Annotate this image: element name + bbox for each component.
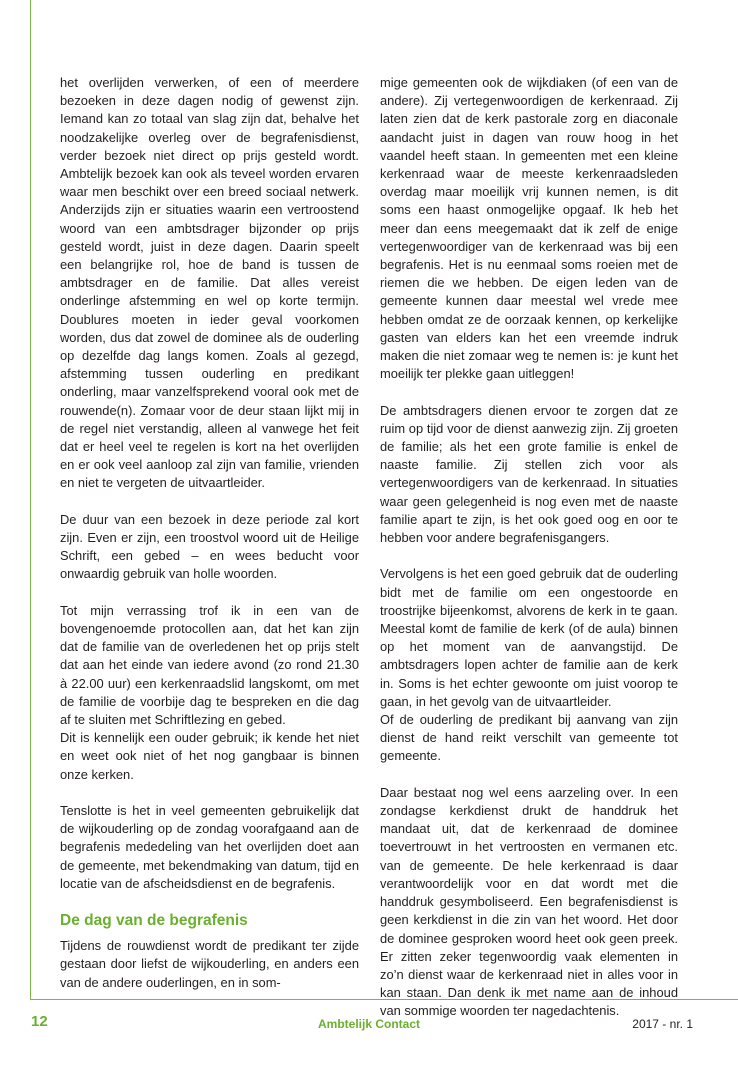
paragraph: De duur van een bezoek in deze periode zal kort zijn. Even er zijn, een troostvol woord uit de Heilige Schrift, een gebed – en wees beducht voor onwaardig gebruik van holle woorden. <box>60 511 359 582</box>
section-heading: De dag van de begrafenis <box>60 912 248 930</box>
vertical-rule <box>30 0 31 1000</box>
paragraph: De ambtsdragers dienen ervoor te zorgen dat ze ruim op tijd voor de dienst aanwezig zijn. Zij groeten de familie; als het een grote familie is enkel de naaste familie. Zij stellen zich voor als vertegenwoordigers van de kerkenraad. In situaties waar geen gelegenheid is nog even met de naaste familie apart te zijn, is het ook goed oog en oor te hebben voor andere begrafenisgangers. <box>380 402 678 546</box>
paragraph: Of de ouderling de predikant bij aanvang van zijn dienst de hand reikt verschilt van gemeente tot gemeente. <box>380 712 678 764</box>
magazine-title: Ambtelijk Contact <box>317 1017 420 1031</box>
paragraph: mige gemeenten ook de wijkdiaken (of een van de andere). Zij vertegenwoordigen de kerkenraad. Zij laten zien dat de kerk pastorale zorg en diaconale aandacht juist in dagen van rouw hoog in het vaandel heeft staan. In gemeenten met een kleine kerkenraad waar de meeste kerkenraadsleden overdag maar moeilijk vrij kunnen nemen, is dit soms een haast onmogelijke opgaaf. Ik heb het meer dan eens meegemaakt dat ik zelf de enige vertegenwoordiger van de kerkenraad was bij een begrafenis. Het is nu eenmaal soms roeien met de riemen die we hebben. De eigen leden van de gemeente kunnen daar meestal wel vrede mee hebben omdat ze de oorzaak kennen, op kerkelijke gasten van elders kan het een vreemde indruk maken die niet zomaar weg te nemen is: je kunt het moeilijk ter plekke gaan uitleggen! <box>380 75 678 382</box>
issue-label: 2017 - nr. 1 <box>632 1017 693 1031</box>
paragraph: Dit is kennelijk een ouder gebruik; ik kende het niet en weet ook niet of het nog gangbaar is binnen onze kerken. <box>60 730 359 782</box>
paragraph: Daar bestaat nog wel eens aarzeling over. In een zondagse kerkdienst drukt de handdruk het mandaat uit, dat de kerkenraad de dominee toevertrouwt in het vertroosten en vermanen etc. van de gemeente. De hele kerkenraad is daar verantwoordelijk voor en dat wordt met die handdruk gesymboliseerd. Een begrafenisdienst is geen kerkdienst in die zin van het woord. Het door de dominee gesproken woord heet ook geen preek. Er zitten zeker tegenwoordig vaak elementen in zo’n dienst waar de kerkenraad niet in alles voor in kan staan. Dan denk ik met name aan de inhoud van sommige woorden ter nagedachtenis. <box>380 784 678 1019</box>
paragraph: het overlijden verwerken, of een of meerdere bezoeken in deze dagen nodig of gewenst zijn. Iemand kan zo totaal van slag zijn dat, behalve het noodzakelijke overleg over de begrafenisdienst, verder bezoek niet direct op prijs gesteld wordt. Ambtelijk bezoek kan ook als teveel worden ervaren waar men beschikt over een breed sociaal netwerk. Anderzijds zijn er situaties waarin een vertroostend woord van een ambtsdrager bijzonder op prijs gesteld wordt, juist in deze dagen. Daarin speelt een belangrijke rol, hoe de band is tussen de ambtsdrager en de familie. Dat alles vereist onderlinge afstemming en wel op korte termijn. Doublures moeten in ieder geval voorkomen worden, dus dat zowel de dominee als de ouderling op dezelfde dag langs komen. Zoals al gezegd, afstemming tussen ouderling en predikant onderling, maar vanzelfsprekend vooral ook met de rouwende(n). Zomaar voor de deur staan lijkt mij in de regel niet verstandig, alleen al vanwege het feit dat er heel veel te regelen is kort na het overlijden en er ook veel aanloop zal zijn van familie, vrienden en niet te vergeten de uitvaartleider. <box>60 75 359 491</box>
page-number: 12 <box>31 1013 48 1030</box>
left-column <box>60 74 359 992</box>
right-column <box>380 74 678 1021</box>
paragraph: Tot mijn verrassing trof ik in een van de bovengenoemde protocollen aan, dat het kan zijn dat de familie van de overledenen het op prijs stelt dat aan het einde van iedere avond (zo rond 21.30 à 22.00 uur) een kerkenraadslid langskomt, om met de familie de voorbije dag te bespreken en die dag af te sluiten met Schriftlezing en gebed. <box>60 602 359 728</box>
paragraph: Tenslotte is het in veel gemeenten gebruikelijk dat de wijkouderling op de zondag voorafgaand aan de begrafenis mededeling van het overlijden doet aan de gemeente, met bekendmaking van datum, tijd en locatie van de afscheidsdienst en de begrafenis. <box>60 803 359 891</box>
paragraph: Tijdens de rouwdienst wordt de predikant ter zijde gestaan door liefst de wijkouderling, en anders een van de andere ouderlingen, en in som- <box>60 938 359 990</box>
paragraph: Vervolgens is het een goed gebruik dat de ouderling bidt met de familie om een ongestoorde en troostrijke bijeenkomst, alvorens de kerk in te gaan. Meestal komt de familie de kerk (of de aula) binnen op het moment van de aanvangstijd. De ambtsdragers lopen achter de familie aan de kerk in. Soms is het echter gewoonte om juist voorop te gaan, in het gevolg van de uitvaartleider. <box>380 566 678 709</box>
